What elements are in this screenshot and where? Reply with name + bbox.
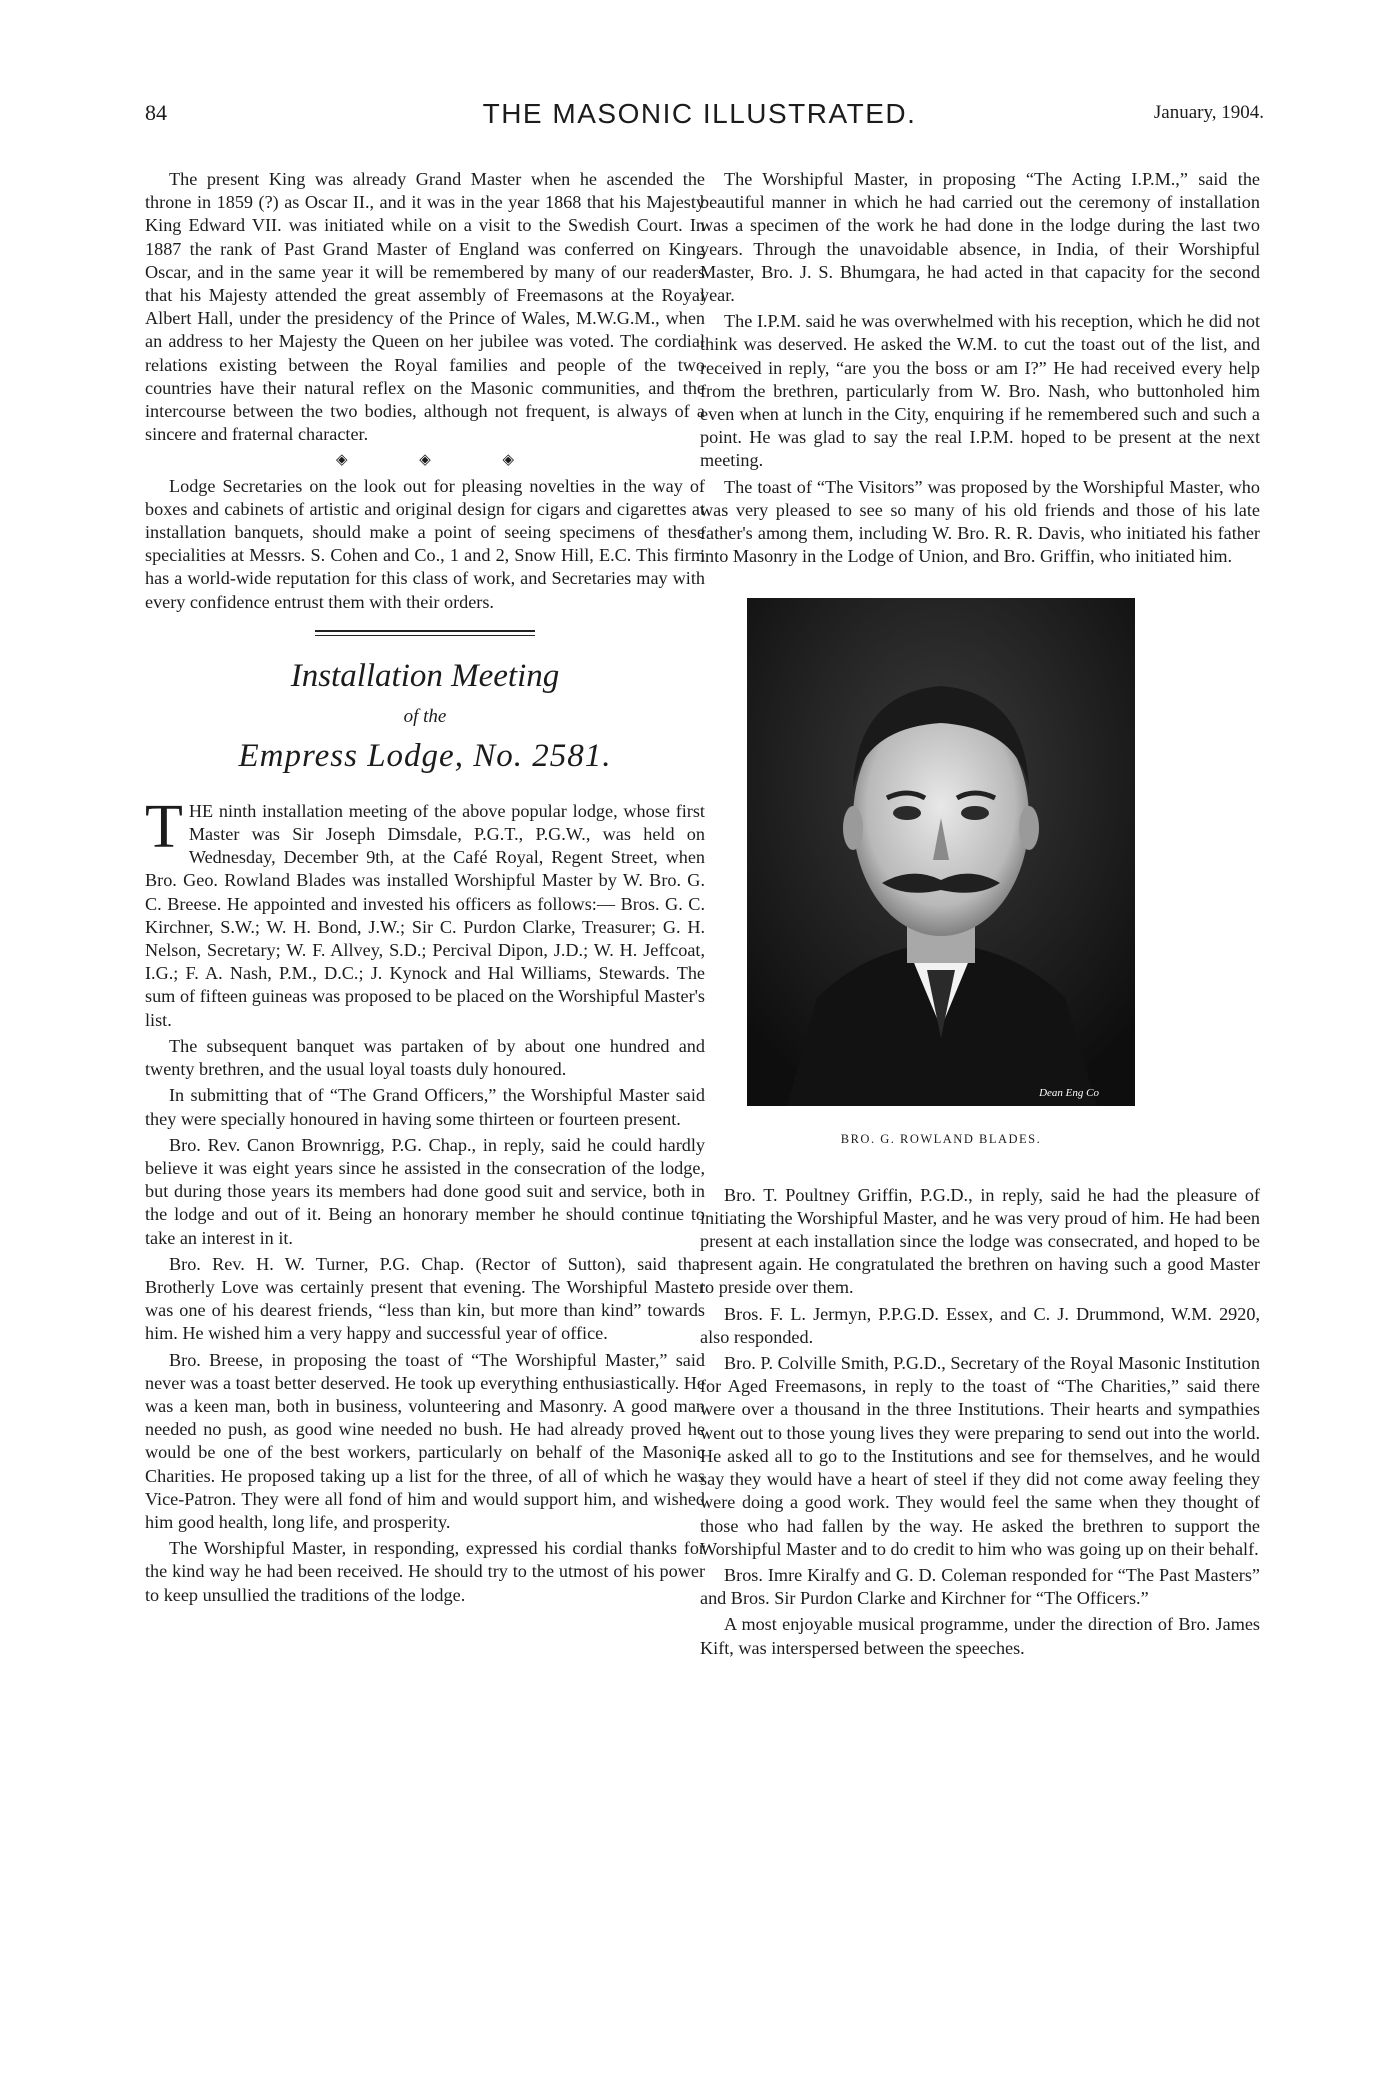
paragraph-colville-smith: Bro. P. Colville Smith, P.G.D., Secretary of the Royal Masonic Institution for Aged Freemasons, in reply to the toast of “The Charities,” said there were over a thousand in the three Institutions. Their hearts and sympathies went out to those young lives they were preparing to send out into the world. He asked all to go to the Institutions and see for themselves, and he would say they would have a heart of steel if they did not come away feeling they were doing a good work. They would feel the same when they thought of those who had fallen by the way. He asked the brethren to support the Worshipful Master and to do credit to him who was going up on their behalf. — [700, 1353, 1260, 1559]
paragraph-turner: Bro. Rev. H. W. Turner, P.G. Chap. (Rector of Sutton), said that Brotherly Love was certainly present that evening. The Worshipful Master was one of his dearest friends, “less than kin, but more than kind” towards him. He wished him a very happy and successful year of office. — [145, 1253, 705, 1344]
drop-cap: T — [145, 792, 183, 861]
paragraph-griffin: Bro. T. Poultney Griffin, P.G.D., in reply, said he had the pleasure of initiating the Worshipful Master, and he was very proud of him. He had been present at each installation since the lodge was consecrated, and hoped to be present again. He congratulated the brethren on having such a good Master to preside over them. — [700, 1184, 1260, 1298]
article-heading — [145, 656, 705, 776]
paragraph-brownrigg: Bro. Rev. Canon Brownrigg, P.G. Chap., in reply, said he could hardly believe it was eight years since he assisted in the consecration of the lodge, but during those years its members had done good suit and service, both in the lodge and out of it. Being an honorary member he should continue to take an interest in it. — [145, 1134, 705, 1248]
portrait-photo — [747, 598, 1135, 1106]
paragraph-breese: Bro. Breese, in proposing the toast of “The Worshipful Master,” said never was a toast better deserved. He took up everything enthusiastically. He was a keen man, both in business, volunteering and Masonry. A good man needed no push, as good wine needed no bush. He had already proved he would be one of the best workers, particularly on behalf of the Masonic Charities. He proposed taking up a list for the three, of all of which he was Vice-Patron. They were all fond of him and would support him, and wished him good health, long life, and prosperity. — [145, 1349, 705, 1532]
paragraph-visitors: The toast of “The Visitors” was proposed by the Worshipful Master, who was very pleased to see so many of his old friends and those of his late father's among them, including W. Bro. R. R. Davis, who initiated his father into Masonry in the Lodge of Union, and Bro. Griffin, who initiated him. — [700, 476, 1260, 567]
paragraph-ipm-reply: The I.P.M. said he was overwhelmed with his reception, which he did not think was deserved. He asked the W.M. to cut the toast out of the list, and received in reply, “are you the boss or am I?” He had received every help from the brethren, particularly from W. Bro. Nash, who buttonholed him even when at lunch in the City, enquiring if he remembered such and such a point. He was glad to say the real I.P.M. hoped to be present at the next meeting. — [700, 311, 1260, 471]
engraver-credit: Dean Eng Co — [1039, 1087, 1099, 1100]
left-column — [145, 168, 705, 1610]
portrait-illustration — [747, 598, 1135, 1106]
issue-date: January, 1904. — [1153, 102, 1264, 123]
page-number: 84 — [145, 100, 167, 125]
heading-of: of the — [403, 705, 447, 727]
paragraph-jermyn: Bros. F. L. Jermyn, P.P.G.D. Essex, and C. J. Drummond, W.M. 2920, also responded. — [700, 1303, 1260, 1347]
paragraph-installation — [145, 792, 705, 1032]
masthead-title: THE MASONIC ILLUSTRATED. — [482, 98, 917, 129]
paragraph-kiralfy: Bros. Imre Kiralfy and G. D. Coleman responded for “The Past Masters” and Bros. Sir Purdon Clarke and Kirchner for “The Officers.” — [700, 1564, 1260, 1609]
portrait-caption: BRO. G. ROWLAND BLADES. — [840, 1132, 1042, 1147]
paragraph-installation-text: HE ninth installation meeting of the above popular lodge, whose first Master was Sir Joseph Dimsdale, P.G.T., P.G.W., was held on Wednesday, December 9th, at the Café Royal, Regent Street, when Bro. Geo. Rowland Blades was installed Worshipful Master by W. Bro. G. C. Breese. He appointed and invested his officers as follows:— Bros. G. C. Kirchner, S.W.; W. H. Bond, J.W.; Sir C. Purdon Clarke, Treasurer; G. H. Nelson, Secretary; W. F. Allvey, S.D.; Percival Dipon, J.D.; W. H. Jeffcoat, I.G.; F. A. Nash, P.M., D.C.; J. Kynock and Hal Williams, Stewards. The sum of fifteen guineas was proposed to be placed on the Worshipful Master's list. — [145, 800, 705, 1030]
paragraph-banquet: The subsequent banquet was partaken of by about one hundred and twenty brethren, and the usual loyal toasts duly honoured. — [145, 1035, 705, 1080]
divider-rule — [315, 630, 535, 636]
paragraph-grand-officers: In submitting that of “The Grand Officers,” the Worshipful Master said they were specially honoured in having some thirteen or fourteen present. — [145, 1085, 705, 1129]
paragraph-lodge-secretaries: Lodge Secretaries on the look out for pleasing novelties in the way of boxes and cabinets of artistic and original design for cigars and cigarettes at installation banquets, should make a point of seeing specimens of these specialities at Messrs. S. Cohen and Co., 1 and 2, Snow Hill, E.C. This firm has a world-wide reputation for this class of work, and Secretaries may with every confidence entrust them with their orders. — [145, 475, 705, 612]
paragraph-king-oscar: The present King was already Grand Master when he ascended the throne in 1859 (?) as Oscar II., and it was in the year 1868 that his Majesty King Edward VII. was initiated while on a visit to the Swedish Court. In 1887 the rank of Past Grand Master of England was conferred on King Oscar, and in the same year it will be remembered by many of our readers that his Majesty attended the great assembly of Freemasons at the Royal Albert Hall, under the presidency of the Prince of Wales, M.W.G.M., when an address to her Majesty the Queen on her jubilee was voted. The cordial relations existing between the Royal families and people of the two countries have their natural reflex on the Masonic communities, and the intercourse between the two bodies, although not frequent, is always of a sincere and fraternal character. — [145, 169, 705, 445]
right-column — [700, 168, 1260, 1663]
paragraph-wm-response: The Worshipful Master, in responding, expressed his cordial thanks for the kind way he had been received. He should try to the utmost of his power to keep unsullied the traditions of the lodge. — [145, 1538, 705, 1605]
paragraph-acting-ipm: The Worshipful Master, in proposing “The Acting I.P.M.,” said the beautiful manner in which he had carried out the ceremony of installation was a specimen of the work he had done in the lodge during the last two years. Through the unavoidable absence, in India, of their Worshipful Master, Bro. J. S. Bhumgara, he had acted in that capacity for the second year. — [700, 169, 1260, 306]
heading-title: Installation Meeting — [290, 657, 560, 694]
portrait-figure — [747, 598, 1135, 1151]
section-ornaments: ◈ ◈ ◈ — [335, 452, 549, 469]
heading-lodge-name: Empress Lodge, No. 2581. — [238, 737, 612, 774]
paragraph-musical-programme: A most enjoyable musical programme, under the direction of Bro. James Kift, was interspersed between the speeches. — [700, 1614, 1260, 1658]
